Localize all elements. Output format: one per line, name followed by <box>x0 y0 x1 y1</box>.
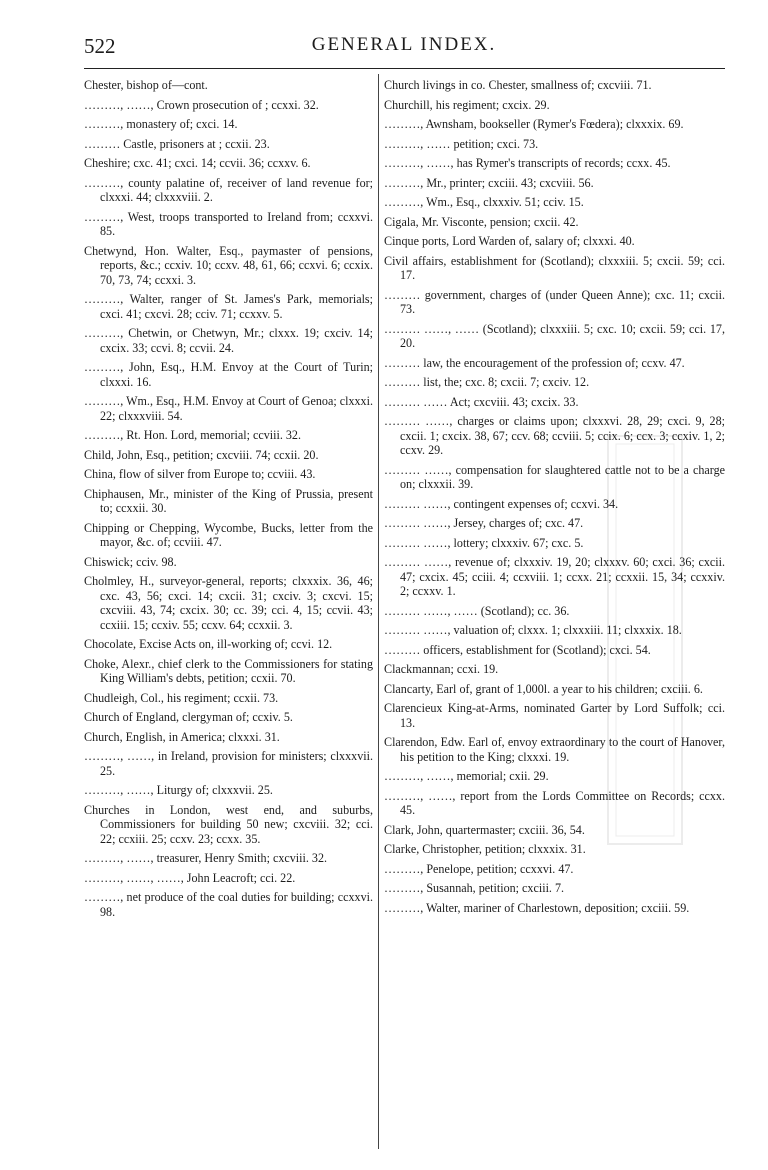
index-entry: ………, Walter, ranger of St. James's Park, memorials; cxci. 41; cxcvi. 28; cciv. 71; ccxxv. 5. <box>84 292 373 321</box>
index-entry: ………, Rt. Hon. Lord, memorial; ccviii. 32. <box>84 428 301 442</box>
index-entry: Church, English, in America; clxxxi. 31. <box>84 729 280 744</box>
index-entry: Clark, John, quartermaster; cxciii. 36, 54. <box>384 822 585 837</box>
index-entry: Civil affairs, establishment for (Scotland); clxxxiii. 5; cxcii. 59; cci. 17. <box>384 253 725 282</box>
column-divider <box>378 74 379 1149</box>
index-entry: Clarke, Christopher, petition; clxxxix. 31. <box>384 842 586 856</box>
index-entry: Clackmannan; ccxi. 19. <box>384 662 499 676</box>
index-entry: Cheshire; cxc. 41; cxci. 14; ccvii. 36; ccxxv. 6. <box>84 156 311 170</box>
index-entry: ………, ……, Crown prosecution of ; ccxxi. 32. <box>84 97 319 112</box>
index-entry: Chester, bishop of—cont. <box>84 78 208 92</box>
index-entry: ………, Wm., Esq., H.M. Envoy at Court of Genoa; clxxxi. 22; clxxxviii. 54. <box>84 394 373 423</box>
index-entry: ………, Chetwin, or Chetwyn, Mr.; clxxx. 19; cxciv. 14; cxcix. 33; ccvi. 8; ccvii. 24. <box>84 326 373 355</box>
index-entry: ……… Castle, prisoners at ; ccxii. 23. <box>84 136 270 151</box>
index-entry: Chiphausen, Mr., minister of the King of Prussia, present to; ccxxii. 30. <box>84 486 373 515</box>
index-entry: Choke, Alexr., chief clerk to the Commissioners for stating King William's debts, petition; ccxii. 70. <box>84 656 373 685</box>
index-entry: Chudleigh, Col., his regiment; ccxii. 73. <box>84 690 279 705</box>
index-entry: ……… officers, establishment for (Scotland); cxci. 54. <box>384 642 651 657</box>
index-entry: Churches in London, west end, and suburbs, Commissioners for building 50 new; cxcviii. 32; cci. 22; ccxiii. 25; ccxv. 23; ccxx. 35. <box>84 802 373 846</box>
index-entry: China, flow of silver from Europe to; ccviii. 43. <box>84 467 316 481</box>
index-entry: Clancarty, Earl of, grant of 1,000l. a year to his children; cxciii. 6. <box>384 681 703 696</box>
index-entry: ……… ……, compensation for slaughtered cattle not to be a charge on; clxxxii. 39. <box>384 462 725 491</box>
index-entry: Cholmley, H., surveyor-general, reports; clxxxix. 36, 46; cxc. 43, 56; cxci. 14; cxcii. 31; cxciv. 3; cxcvi. 15; cxcviii. 43, 74; cxcix. 30; cc. 39; cci. 4, 15; ccvii. 43; ccxiii. 15; ccxiv. 55; ccxv. 64; ccxxii. 3. <box>84 574 373 632</box>
index-entry: Chetwynd, Hon. Walter, Esq., paymaster of pensions, reports, &c.; ccxiv. 10; ccxv. 48, 61, 66; ccxvi. 6; ccxix. 70, 73, 74; ccxxi. 3. <box>84 243 373 287</box>
index-entry: ……… law, the encouragement of the profession of; ccxv. 47. <box>384 355 685 370</box>
index-entry: ………, ……, ……, John Leacroft; cci. 22. <box>84 870 296 885</box>
index-entry: Chocolate, Excise Acts on, ill-working of; ccvi. 12. <box>84 637 333 651</box>
index-entry: ………, West, troops transported to Ireland from; ccxxvi. 85. <box>84 209 373 238</box>
index-entry: ………, Walter, mariner of Charlestown, deposition; cxciii. 59. <box>384 900 690 915</box>
index-entry: ………, Penelope, petition; ccxxvi. 47. <box>384 861 574 876</box>
index-entry: ……… government, charges of (under Queen Anne); cxc. 11; cxcii. 73. <box>384 287 725 316</box>
index-entry: ………, county palatine of, receiver of land revenue for; clxxxi. 44; clxxxviii. 2. <box>84 175 373 204</box>
index-entry: Clarencieux King-at-Arms, nominated Garter by Lord Suffolk; cci. 13. <box>384 701 725 730</box>
index-entry: ……… ……, …… (Scotland); cc. 36. <box>384 603 570 618</box>
index-entry: Church of England, clergyman of; ccxiv. 5. <box>84 710 293 724</box>
index-entry: ………, Mr., printer; cxciii. 43; cxcviii. 56. <box>384 175 594 190</box>
index-entry: ………, ……, report from the Lords Committee on Records; ccxx. 45. <box>384 788 725 817</box>
index-entry: ……… ……, contingent expenses of; ccxvi. 34. <box>384 496 619 511</box>
index-entry: ………, ……, treasurer, Henry Smith; cxcviii. 32. <box>84 851 328 865</box>
index-entry: Church livings in co. Chester, smallness of; cxcviii. 71. <box>384 78 652 92</box>
index-entry: ………, John, Esq., H.M. Envoy at the Court of Turin; clxxxi. 16. <box>84 360 373 389</box>
index-entry: ……… ……, valuation of; clxxx. 1; clxxxiii. 11; clxxxix. 18. <box>384 623 682 637</box>
index-entry: ………, ……, memorial; cxii. 29. <box>384 769 549 783</box>
index-entry: ……… ……, revenue of; clxxxiv. 19, 20; clxxxv. 60; cxci. 36; cxcii. 47; cxcix. 45; cciii. 4; ccxviii. 1; ccxx. 21; ccxxii. 15, 34; ccxxiv. 2; ccxxv. 1. <box>384 555 725 598</box>
index-entry: ………, ……, has Rymer's transcripts of records; ccxx. 45. <box>384 156 671 170</box>
index-entry: ………, monastery of; cxci. 14. <box>84 117 238 131</box>
index-entry: Cigala, Mr. Visconte, pension; cxcii. 42. <box>384 214 579 229</box>
index-entry: ……… ……, Jersey, charges of; cxc. 47. <box>384 516 584 530</box>
index-entry: Churchill, his regiment; cxcix. 29. <box>384 97 550 112</box>
running-head: GENERAL INDEX. <box>311 34 497 55</box>
page-header <box>84 34 724 68</box>
index-entry: ……… list, the; cxc. 8; cxcii. 7; cxciv. 12. <box>384 375 590 389</box>
page-number: 522 <box>84 34 116 58</box>
index-entry: Chipping or Chepping, Wycombe, Bucks, letter from the mayor, &c. of; ccviii. 47. <box>84 520 373 549</box>
header-rule <box>84 68 725 69</box>
index-entry: ……… ……, lottery; clxxxiv. 67; cxc. 5. <box>384 535 584 550</box>
index-entry: ……… ……, charges or claims upon; clxxxvi. 28, 29; cxci. 9, 28; cxcii. 1; cxcix. 38, 67; ccv. 68; ccviii. 5; ccix. 6; ccx. 3; ccxiv. 1, 2; ccxv. 29. <box>384 414 725 457</box>
index-entry: ………, Awnsham, bookseller (Rymer's Fœdera); clxxxix. 69. <box>384 117 684 131</box>
index-entry: Clarendon, Edw. Earl of, envoy extraordinary to the court of Hanover, his petition to the King; clxxxi. 19. <box>384 735 725 764</box>
index-column-left <box>84 78 373 1158</box>
index-entry: Cinque ports, Lord Warden of, salary of; clxxxi. 40. <box>384 234 635 248</box>
index-entry: ………, Wm., Esq., clxxxiv. 51; cciv. 15. <box>384 195 584 209</box>
index-entry: ………, ……, Liturgy of; clxxxvii. 25. <box>84 783 273 797</box>
index-entry: Chiswick; cciv. 98. <box>84 554 177 569</box>
index-column-right <box>384 78 725 1158</box>
index-entry: ……… …… Act; cxcviii. 43; cxcix. 33. <box>384 394 579 409</box>
index-entry: ………, net produce of the coal duties for building; ccxxvi. 98. <box>84 890 373 919</box>
index-entry: ………, Susannah, petition; cxciii. 7. <box>384 881 565 895</box>
index-entry: ………, …… petition; cxci. 73. <box>384 136 539 151</box>
index-entry: ……… ……, …… (Scotland); clxxxiii. 5; cxc. 10; cxcii. 59; cci. 17, 20. <box>384 321 725 350</box>
index-entry: ………, ……, in Ireland, provision for ministers; clxxxvii. 25. <box>84 749 373 778</box>
index-entry: Child, John, Esq., petition; cxcviii. 74; ccxii. 20. <box>84 447 319 462</box>
